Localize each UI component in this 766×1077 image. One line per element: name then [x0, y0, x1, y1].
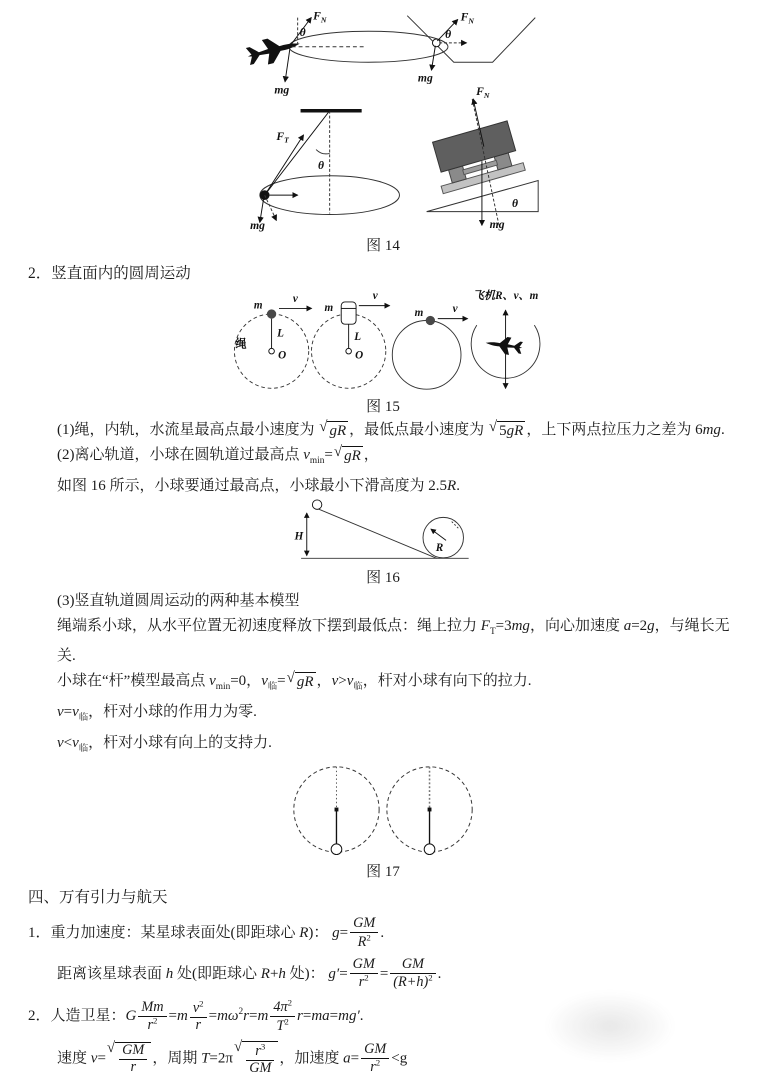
airplane-icon: [245, 31, 303, 68]
fig14-valley-ball-diagram: [407, 11, 535, 85]
ball-icon: [312, 500, 321, 509]
para-satellite: 2．人造卫星：G $\frac{Mm}{r^2}$ =m $\frac{v^2}{r}$ $=m\omega^2r=m$ $\frac{4\pi^2}{T^2}$ r=ma=mg′.: [28, 997, 364, 1035]
m-label: m: [253, 299, 263, 312]
para-centrifugal-track: (2)离心轨道，小球在圆轨道过最高点 $v_{min}=$ √ gR ，: [57, 444, 379, 466]
fig14-banked-train-diagram: [427, 85, 539, 231]
figure-16-caption: 图 16: [366, 570, 400, 586]
ball-icon: [331, 844, 342, 855]
figure-15-caption: 图 15: [366, 399, 400, 415]
fn-label: $F_N$: [313, 9, 327, 25]
mg-label: mg: [274, 83, 290, 97]
para-rod-model: 小球在“杆”模型最高点 $v_{min}=0$，$v_临=$ √ gR ，$v>v_临$，杆对小球有向下的拉力.: [57, 670, 532, 692]
theta-label: θ: [318, 158, 325, 172]
ft-label: $F_T$: [276, 129, 289, 145]
fig15-tube-model-diagram: [312, 290, 390, 388]
figure-15: [0, 288, 766, 417]
theta-label: θ: [511, 196, 519, 210]
para-two-models-heading: (3)竖直轨道圆周运动的两种基本模型: [57, 593, 300, 609]
mg-label: mg: [250, 219, 265, 233]
fig15-airplane-loop-diagram: [471, 289, 540, 388]
section-2-heading: 2．竖直面内的圆周运动: [28, 265, 191, 282]
airplane-params-label: 飞机R、v、m: [472, 290, 539, 303]
v-label: v: [292, 292, 298, 305]
document-page: [0, 6, 766, 1076]
para-v-less: $v<v_临$，杆对小球有向上的支持力.: [57, 735, 272, 754]
v-label: v: [372, 290, 378, 303]
m-label: m: [324, 302, 334, 315]
figure-14: [0, 6, 766, 256]
figure-17-caption: 图 17: [366, 864, 400, 880]
o-label: O: [278, 349, 287, 362]
fig14-conical-pendulum-diagram: [250, 111, 399, 232]
ball-icon: [424, 844, 435, 855]
figure-17-drawing: [283, 762, 483, 857]
fig15-rope-model-diagram: [234, 293, 311, 388]
fig17-rod-pendulum-left: [294, 767, 379, 855]
para-fig16-ref: 如图 16 所示，小球要通过最高点，小球最小下滑高度为 2.5R.: [57, 478, 460, 494]
figure-16-drawing: [288, 499, 478, 563]
m-label: m: [414, 306, 424, 319]
mg-label: mg: [417, 71, 433, 85]
r-label: R: [435, 541, 444, 554]
fig15-track-ball-diagram: [392, 303, 467, 389]
para-gravity-at-height: 距离该星球表面 h 处(即距球心 R+h 处)： g′= $\frac{GM}{r^2}$ = $\frac{GM}{(R+h)^2}$ .: [57, 955, 442, 991]
para-satellite-formulas: 速度 v= √ $\frac{GM}{r}$ ，周期 T=2π √ $\frac{r^3}{GM}$ ，加速度 a= $\frac{GM}{r^2}$ <g: [57, 1039, 408, 1076]
h-label: H: [294, 530, 304, 543]
figure-14-caption: 图 14: [366, 238, 400, 254]
fig17-rod-pendulum-right: [387, 767, 472, 855]
section-4-heading: 四、万有引力与航天: [28, 889, 168, 906]
para-gravity-acceleration: 1．重力加速度：某星球表面处(即距球心 R)： g= $\frac{GM}{R^2}$ .: [28, 915, 385, 950]
figure-14-drawing: [218, 6, 548, 231]
l-label: L: [354, 331, 362, 343]
v-label: v: [452, 303, 458, 316]
figure-16: [0, 499, 766, 588]
para-v-equal: $v=v_临$，杆对小球的作用力为零.: [57, 704, 257, 723]
fn-label: $F_N$: [476, 85, 490, 101]
figure-15-drawing: [218, 288, 548, 392]
l-label: L: [277, 327, 284, 340]
para-rope-end-ball: 绳端系小球，从水平位置无初速度释放下摆到最低点：绳上拉力 $F_T=3mg$，向心加速度 a=2g，与绳长无关.: [57, 618, 730, 664]
theta-label: θ: [445, 28, 452, 42]
fn-label: $F_N$: [460, 10, 474, 26]
para-rope-track: (1)绳，内轨，水流星最高点最小速度为 √ gR ，最低点最小速度为 √ 5gR ，上下两点拉压力之差为 6mg.: [57, 419, 725, 440]
airplane-icon: [484, 334, 523, 356]
theta-label: θ: [299, 26, 306, 40]
mg-label: mg: [489, 218, 505, 232]
figure-17: [0, 762, 766, 882]
o-label: O: [355, 349, 364, 362]
rope-label: 绳: [235, 338, 247, 351]
